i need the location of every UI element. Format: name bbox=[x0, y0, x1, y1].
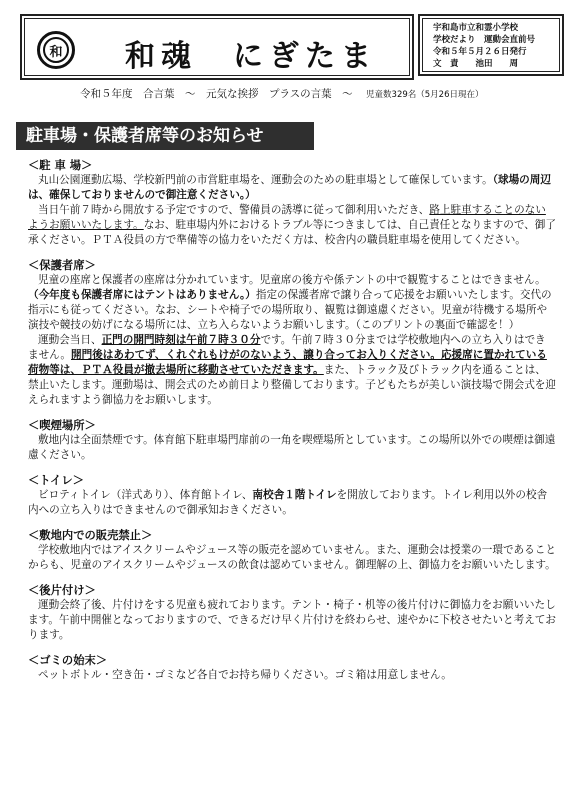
section-banner: 駐車場・保護者席等のお知らせ bbox=[16, 122, 314, 150]
notice-section bbox=[28, 258, 556, 408]
notice-section bbox=[28, 528, 556, 573]
text-run: 開門後はあわてず、くれぐれもけがのないよう、譲り合ってお入りください。 bbox=[71, 349, 441, 361]
text-run: 学校敷地内ではアイスクリームやジュース等の販売を認めていません。また、運動会は授業の一環であることからも、児童のアイスクリームやジュースの飲食は認めていません。御理解の上、御協力をお願いいたします。 bbox=[28, 544, 556, 571]
masthead bbox=[20, 14, 414, 80]
section-heading: ＜ゴミの始末＞ bbox=[28, 654, 108, 667]
school-emblem-icon bbox=[37, 31, 75, 69]
section-paragraph bbox=[28, 598, 556, 643]
section-heading: ＜後片付け＞ bbox=[28, 584, 96, 597]
text-run: 運動会当日、 bbox=[38, 334, 102, 346]
section-paragraph bbox=[28, 273, 556, 333]
notice-section bbox=[28, 583, 556, 643]
text-run: 応援席に置かれている荷物等は、ＰＴＡ役員が撤去場所に移動させていただきます。 bbox=[28, 349, 547, 376]
section-heading: ＜トイレ＞ bbox=[28, 474, 84, 487]
section-paragraph bbox=[28, 668, 556, 683]
section-heading: ＜敷地内での販売禁止＞ bbox=[28, 529, 153, 542]
notice-section bbox=[28, 653, 556, 683]
section-paragraph bbox=[28, 433, 556, 463]
text-run: 児童の座席と保護者の座席は分かれています。児童席の後方や係テントの中で観覧することはできません。 bbox=[38, 274, 546, 286]
text-run: 当日午前７時から開放する予定ですので、警備員の誘導に従って御利用いただき、 bbox=[38, 204, 430, 216]
text-run: ペットボトル・空き缶・ゴミなど各自でお持ち帰りください。ゴミ箱は用意しません。 bbox=[38, 669, 452, 681]
emblem-text: 和 bbox=[43, 37, 69, 63]
issue-name: 学校だより 運動会直前号 bbox=[433, 35, 536, 45]
text-run: 運動会終了後、片付けをする児童も疲れております。テント・椅子・机等の後片付けに御協力をお願いいたします。午前中開催となっておりますので、できるだけ早く片付けを終わらせ、速やかに下校させたいと考えております。 bbox=[28, 599, 556, 641]
notice-section bbox=[28, 418, 556, 463]
text-run: また、トラック及びトラック内を通ることは、禁止いたします。運動場は、開会式のため前日より整備しております。子どもたちが美しい演技場で開会式を迎えられますよう御協力をお願いします。 bbox=[28, 364, 556, 406]
notice-content bbox=[28, 158, 556, 693]
text-run: （今年度も保護者席にはテントはありません。） bbox=[28, 289, 256, 301]
text-run: なお、駐車場内外におけるトラブル等につきましては、自己責任となりますので、御了承ください。ＰＴＡ役員の方で準備等の協力をいただく方は、校舎内の職員駐車場を使用してください。 bbox=[28, 219, 556, 246]
text-run: ビロティトイレ（洋式あり）、体育館トイレ、 bbox=[38, 489, 253, 501]
notice-section bbox=[28, 473, 556, 518]
text-run: （球場の周辺は、確保しておりませんので御注意ください。） bbox=[28, 174, 551, 201]
motto-text: 令和５年度 合言葉 ～ 元気な挨拶 プラスの言葉 ～ bbox=[80, 88, 353, 100]
section-heading: ＜喫煙場所＞ bbox=[28, 419, 96, 432]
text-run: 指定の保護者席で譲り合って応援をお願いいたします。交代の指示にも従ってください。なお、シートや椅子での場所取り、観覧は御遠慮ください。児童が待機する場所や演技や競技の妨げになる場所には、立ち入らないようお願いします。（このプリントの裏面で確認を！） bbox=[28, 289, 552, 331]
author: 文 責 池田 周 bbox=[433, 59, 519, 69]
section-paragraph bbox=[28, 203, 556, 248]
issue-date: 令和５年５月２６日発行 bbox=[433, 47, 527, 57]
motto-line bbox=[80, 86, 483, 101]
section-heading: ＜駐 車 場＞ bbox=[28, 159, 93, 172]
section-paragraph bbox=[28, 333, 556, 408]
text-run: 丸山公園運動広場、学校新門前の市営駐車場を、運動会のための駐車場として確保しています。 bbox=[38, 174, 493, 186]
school-name: 宇和島市立和霊小学校 bbox=[433, 23, 519, 33]
section-heading: ＜保護者席＞ bbox=[28, 259, 96, 272]
text-run: 南校舎１階トイレ bbox=[252, 489, 337, 501]
issue-info-box bbox=[418, 14, 564, 76]
text-run: 敷地内は全面禁煙です。体育館下駐車場門扉前の一角を喫煙場所としています。この場所以外での喫煙は御遠慮ください。 bbox=[28, 434, 556, 461]
student-count: 児童数329名（5月26日現在） bbox=[366, 90, 484, 100]
text-run: 路上駐車することのないようお願いいたします。 bbox=[28, 204, 546, 231]
text-run: を開放しております。トイレ利用以外の校舎内への立ち入りはできませんので御承知おきください。 bbox=[28, 489, 548, 516]
text-run: 正門の開門時刻は午前７時３０分 bbox=[101, 334, 261, 346]
section-paragraph bbox=[28, 543, 556, 573]
newsletter-title: 和魂 にぎたま bbox=[125, 39, 377, 74]
section-paragraph bbox=[28, 173, 556, 203]
section-paragraph bbox=[28, 488, 556, 518]
notice-section bbox=[28, 158, 556, 248]
text-run: です。午前７時３０分までは学校敷地内への立ち入りはできません。 bbox=[28, 334, 546, 361]
